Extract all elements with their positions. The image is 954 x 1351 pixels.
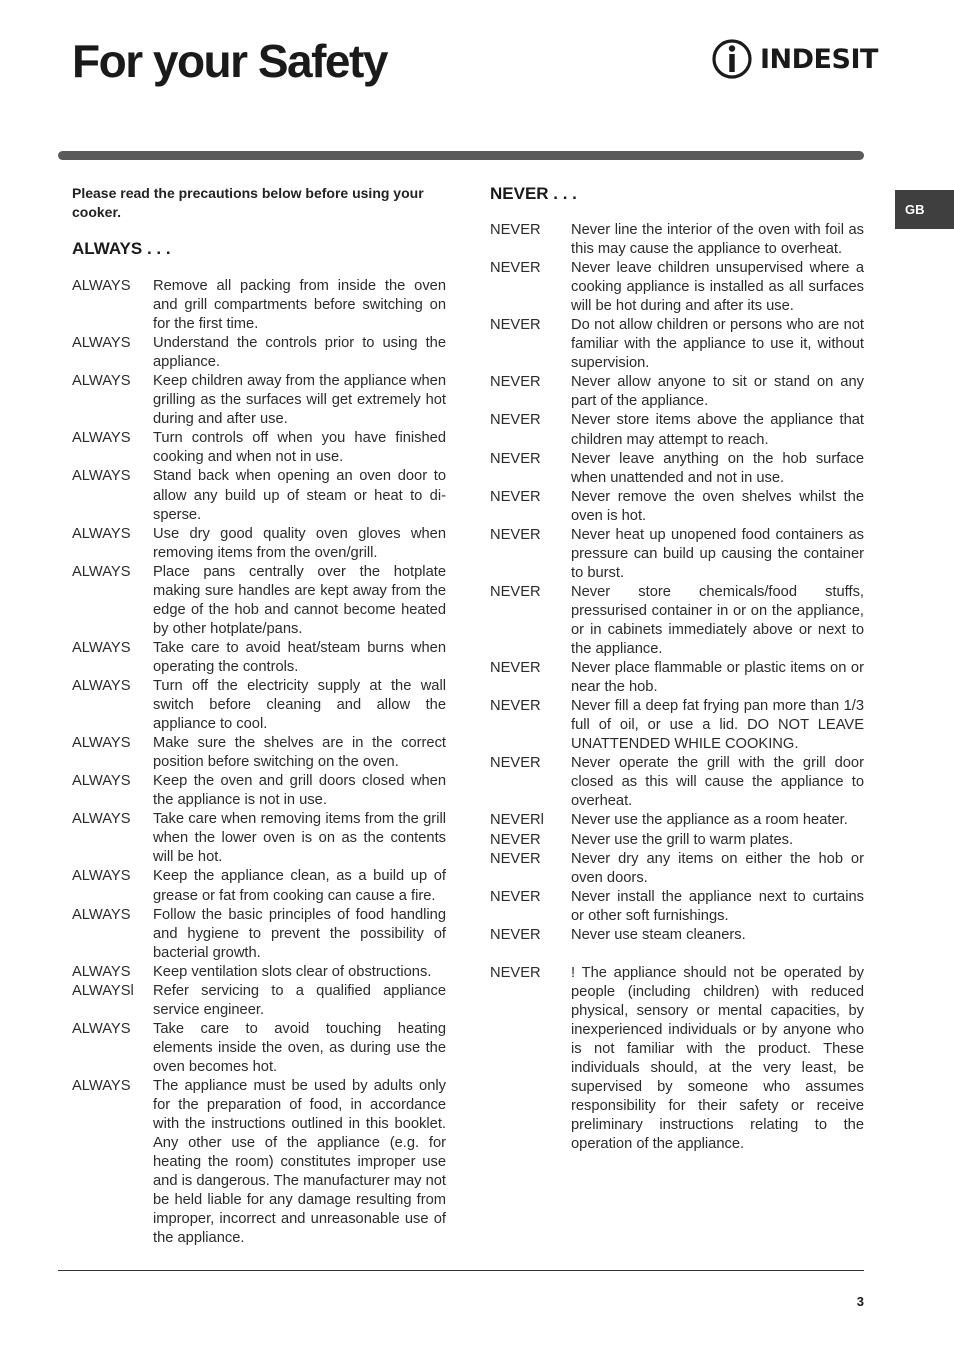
never-rule-text: Never leave anything on the hob surface when unattended and not in use.	[571, 450, 864, 486]
never-rule-text: Never remove the oven shelves whilst the oven is hot.	[571, 488, 864, 524]
always-rule-text: Turn off the electricity supply at the wall switch before cleaning and allow the appliance to cool.	[153, 677, 446, 733]
never-rule-item	[490, 316, 864, 373]
always-rule-item	[72, 963, 446, 982]
always-rule-item	[72, 467, 446, 524]
never-rule-label: NEVER	[490, 926, 541, 943]
always-rule-text: Remove all packing from inside the oven and grill compartments before switching on for the first time.	[153, 278, 446, 333]
intro-text: Please read the precautions below before using your cooker.	[72, 185, 424, 220]
never-rule-label: NEVERl	[490, 812, 544, 829]
always-list	[72, 277, 446, 1248]
brand-logo	[711, 38, 878, 80]
always-rule-text: Turn controls off when you have finished cooking and when not in use.	[153, 430, 446, 466]
always-rule-text: Refer servicing to a qualified appliance service engineer.	[153, 982, 446, 1018]
always-rule-label: ALWAYS	[72, 868, 131, 885]
page-number: 3	[856, 1294, 864, 1309]
always-rule-item	[72, 563, 446, 639]
always-rule-label: ALWAYS	[72, 468, 131, 485]
always-column	[72, 184, 446, 1248]
always-rule-text: Stand back when opening an oven door to allow any build up of steam or heat to di-sperse.	[153, 468, 446, 523]
never-rule-item	[490, 259, 864, 316]
never-rule-item	[490, 526, 864, 583]
never-rule-label: NEVER	[490, 698, 541, 715]
never-rule-text: Never fill a deep fat frying pan more than 1/3 full of oil, or use a lid. DO NOT LEAVE UNATTENDED WHILE COOKING.	[571, 698, 864, 753]
never-rule-item	[490, 221, 864, 259]
always-heading: ALWAYS . . .	[72, 239, 171, 258]
always-rule-text: Take care when removing items from the grill when the lower oven is on as the contents will be hot.	[153, 811, 446, 866]
always-rule-item	[72, 906, 446, 963]
always-rule-label: ALWAYS	[72, 639, 131, 656]
never-rule-text: Never use the grill to warm plates.	[571, 831, 794, 848]
never-rule-label: NEVER	[490, 831, 541, 848]
always-rule-item	[72, 525, 446, 563]
never-rule-text: Never allow anyone to sit or stand on any part of the appliance.	[571, 374, 864, 410]
never-rule-label: NEVER	[490, 583, 541, 600]
always-rule-item	[72, 639, 446, 677]
always-rule-label: ALWAYS	[72, 335, 131, 352]
always-rule-label: ALWAYS	[72, 677, 131, 694]
always-rule-item	[72, 277, 446, 334]
always-rule-item	[72, 334, 446, 372]
always-rule-label: ALWAYS	[72, 1020, 131, 1037]
always-rule-text: The appliance must be used by adults only for the preparation of food, in accordance with the instructions outlined in this booklet. Any other use of the appliance (e.g. for heating the room) constitutes improper use and is dangerous. The manufacturer may not be held liable for any damage resulting from improper, incorrect and unreasonable use of the appliance.	[153, 1077, 446, 1247]
never-rule-item	[490, 659, 864, 697]
always-rule-text: Keep ventilation slots clear of obstructions.	[153, 963, 432, 980]
language-tab	[895, 190, 954, 229]
always-rule-item	[72, 772, 446, 810]
always-rule-label: ALWAYS	[72, 525, 131, 542]
never-rule-label: NEVER	[490, 888, 541, 905]
never-rule-item	[490, 964, 864, 1154]
always-rule-text: Keep children away from the appliance when grilling as the surfaces will get extremely hot during and after use.	[153, 373, 446, 428]
never-rule-text: Never store items above the appliance that children may attempt to reach.	[571, 412, 864, 448]
always-rule-label: ALWAYS	[72, 735, 131, 752]
never-rule-text: Never heat up unopened food containers as pressure can build up causing the container to burst.	[571, 526, 864, 581]
always-rule-text: Understand the controls prior to using the appliance.	[153, 335, 446, 371]
always-rule-item	[72, 677, 446, 734]
never-rule-label: NEVER	[490, 660, 541, 677]
always-rule-label: ALWAYS	[72, 963, 131, 980]
never-rule-label: NEVER	[490, 374, 541, 391]
always-rule-label: ALWAYS	[72, 373, 131, 390]
always-rule-label: ALWAYS	[72, 430, 131, 447]
always-rule-item	[72, 429, 446, 467]
never-rule-item	[490, 411, 864, 449]
never-rule-text: Never install the appliance next to curtains or other soft furnishings.	[571, 888, 864, 924]
never-rule-item	[490, 926, 864, 945]
always-rule-label: ALWAYS	[72, 906, 131, 923]
always-rule-item	[72, 867, 446, 905]
never-column	[490, 184, 864, 1154]
never-rule-item	[490, 488, 864, 526]
always-rule-item	[72, 1077, 446, 1248]
never-rule-item	[490, 697, 864, 754]
always-rule-label: ALWAYS	[72, 563, 131, 580]
always-rule-label: ALWAYS	[72, 773, 131, 790]
always-rule-label: ALWAYS	[72, 811, 131, 828]
always-rule-item	[72, 372, 446, 429]
never-rule-label: NEVER	[490, 850, 541, 867]
always-rule-item	[72, 810, 446, 867]
never-rule-text: Never use steam cleaners.	[571, 926, 746, 943]
list-spacer	[490, 945, 864, 964]
never-rule-label: NEVER	[490, 964, 541, 981]
never-rule-item	[490, 811, 864, 830]
header-divider	[58, 151, 864, 160]
always-rule-label: ALWAYS	[72, 278, 131, 294]
never-rule-item	[490, 850, 864, 888]
never-rule-text: ! The appliance should not be operated by people (including children) with reduced physical, sensory or mental capacities, by inexperienced individuals or by anyone who is not familiar with the product. These individuals should, at the very least, be supervised by someone who assumes responsibility for their safety or receive preliminary instructions relating to the operation of the appliance.	[571, 964, 864, 1153]
never-rule-item	[490, 450, 864, 488]
never-rule-label: NEVER	[490, 222, 541, 238]
never-rule-text: Never operate the grill with the grill door closed as this will cause the appliance to overheat.	[571, 755, 864, 810]
never-rule-text: Never dry any items on either the hob or oven doors.	[571, 850, 864, 886]
never-rule-label: NEVER	[490, 488, 541, 505]
always-rule-text: Keep the appliance clean, as a build up of grease or fat from cooking can cause a fire.	[153, 868, 446, 904]
always-rule-text: Take care to avoid touching heating elements inside the oven, as during use the oven becomes hot.	[153, 1020, 446, 1075]
brand-name: INDESIT	[760, 43, 878, 75]
never-list	[490, 221, 864, 1154]
always-rule-label: ALWAYSl	[72, 982, 134, 999]
never-rule-item	[490, 754, 864, 811]
never-rule-item	[490, 888, 864, 926]
never-rule-text: Never leave children unsupervised where a cooking appliance is installed as all surfaces will be hot during and after its use.	[571, 260, 864, 315]
footer-divider	[58, 1270, 864, 1271]
never-rule-label: NEVER	[490, 450, 541, 467]
always-rule-text: Make sure the shelves are in the correct position before switching on the oven.	[153, 735, 446, 771]
never-rule-label: NEVER	[490, 260, 541, 277]
always-rule-item	[72, 982, 446, 1020]
never-rule-item	[490, 583, 864, 659]
never-rule-text: Do not allow children or persons who are not familiar with the appliance to use it, without supervision.	[571, 317, 864, 372]
always-rule-text: Follow the basic principles of food handling and hygiene to prevent the possibility of bacterial growth.	[153, 906, 446, 961]
never-rule-label: NEVER	[490, 755, 541, 772]
always-rule-item	[72, 1020, 446, 1077]
language-tab-label: GB	[905, 202, 925, 217]
never-rule-text: Never use the appliance as a room heater.	[571, 812, 848, 829]
always-rule-label: ALWAYS	[72, 1077, 131, 1094]
never-heading: NEVER . . .	[490, 184, 577, 203]
brand-logo-icon	[711, 38, 753, 80]
always-rule-text: Place pans centrally over the hotplate making sure handles are kept away from the edge of the hob and cannot become heated by other hotplate/pans.	[153, 563, 446, 637]
always-rule-item	[72, 734, 446, 772]
page-title: For your Safety	[72, 35, 387, 87]
never-rule-text: Never place flammable or plastic items on or near the hob.	[571, 660, 864, 696]
always-rule-text: Take care to avoid heat/steam burns when operating the controls.	[153, 639, 446, 675]
never-rule-label: NEVER	[490, 526, 541, 543]
always-rule-text: Use dry good quality oven gloves when removing items from the oven/grill.	[153, 525, 446, 561]
never-rule-text: Never line the interior of the oven with foil as this may cause the appliance to overheat.	[571, 222, 864, 258]
never-rule-label: NEVER	[490, 317, 541, 334]
never-rule-item	[490, 373, 864, 411]
always-rule-text: Keep the oven and grill doors closed when the appliance is not in use.	[153, 773, 446, 809]
never-rule-item	[490, 831, 864, 850]
never-rule-label: NEVER	[490, 412, 541, 429]
never-rule-text: Never store chemicals/food stuffs, pressurised container in or on the appliance, or in cabinets immediately above or next to the appliance.	[571, 583, 864, 658]
